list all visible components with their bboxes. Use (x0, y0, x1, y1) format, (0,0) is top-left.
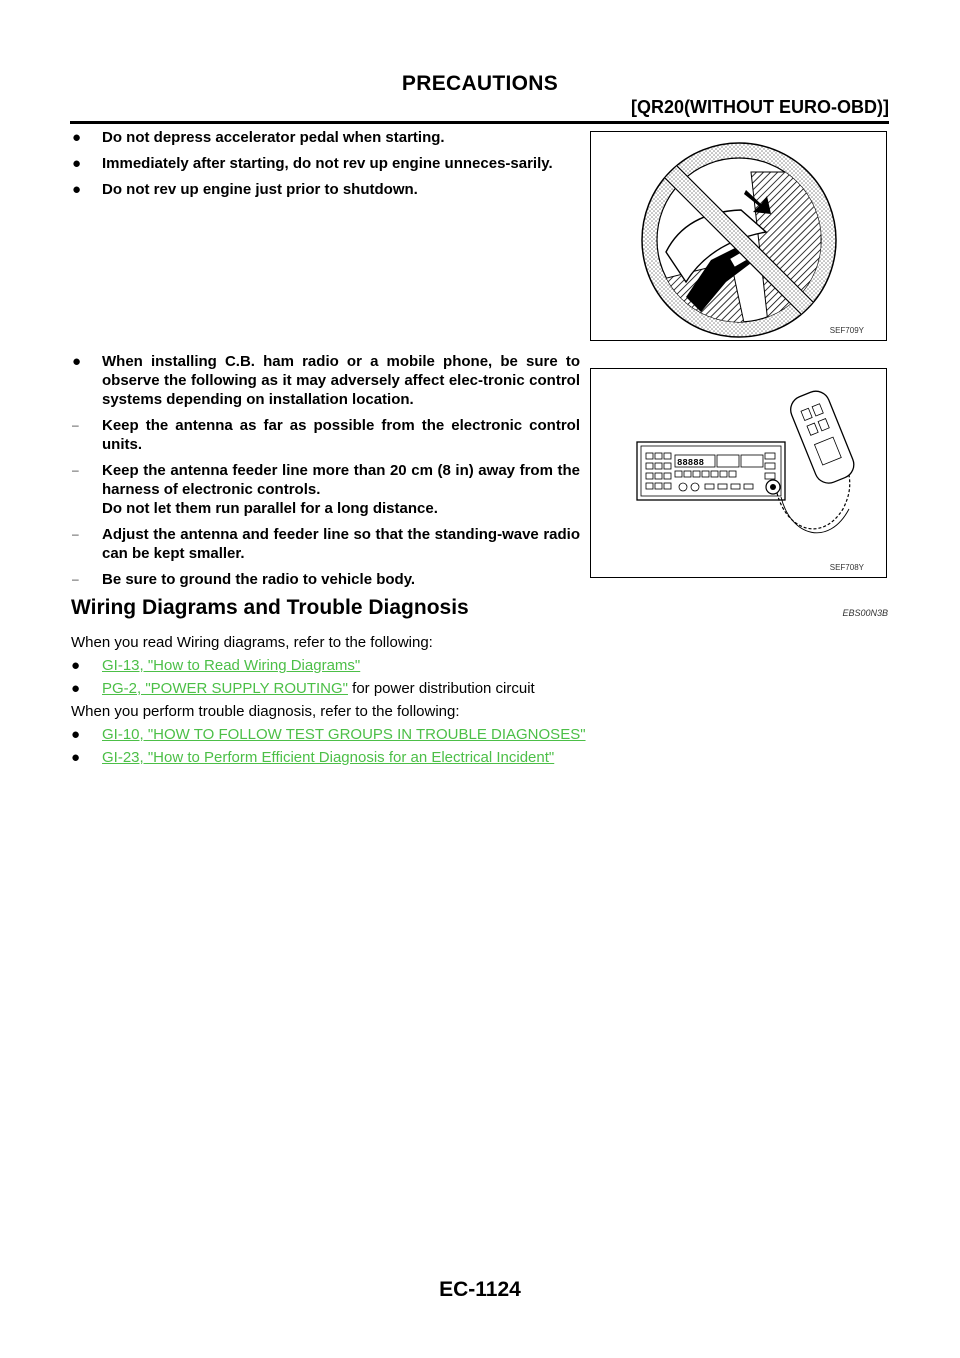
cb-radio-icon (591, 369, 885, 576)
diag-intro-text: When you perform trouble diagnosis, refer to the following: (71, 703, 460, 720)
read-intro-text: When you read Wiring diagrams, refer to the following: (71, 634, 433, 651)
sub-list-item (72, 461, 580, 518)
reference-item (71, 725, 586, 744)
pedal-prohibition-figure (590, 131, 887, 341)
figure-id-label: SEF708Y (829, 563, 864, 572)
page-header-subtitle: [QR20(WITHOUT EURO-OBD)] (631, 97, 889, 117)
list-item-text: When installing C.B. ham radio or a mobile phone, be sure to observe the following as it may adversely affect elec-tronic control systems depending on installation location. (102, 353, 580, 408)
sub-list-item (72, 525, 580, 563)
list-item-text: Keep the antenna as far as possible from the electronic control units. (102, 417, 580, 453)
radio-precautions-list (72, 352, 580, 589)
list-item-text: Do not depress accelerator pedal when starting. (102, 129, 445, 146)
reference-link-pg-2[interactable]: PG-2, "POWER SUPPLY ROUTING" (102, 680, 348, 697)
bullet-marker: ● (72, 181, 82, 198)
list-item-text: Keep the antenna feeder line more than 20 cm (8 in) away from the harness of electronic controls. (102, 462, 580, 498)
list-item-text: Adjust the antenna and feeder line so that the standing-wave radio can be kept smaller. (102, 526, 580, 562)
list-item (72, 154, 580, 173)
section-heading: Wiring Diagrams and Trouble Diagnosis (71, 596, 469, 619)
radio-display-text: 88888 (677, 458, 705, 468)
list-item (72, 352, 580, 409)
dash-marker: – (72, 572, 79, 586)
dash-marker: – (72, 527, 79, 541)
reference-item (71, 679, 535, 698)
bullet-marker: ● (71, 680, 81, 697)
section-code: EBS00N3B (842, 608, 888, 618)
reference-item (71, 748, 554, 767)
sub-list-item (72, 570, 580, 589)
list-item-text: Immediately after starting, do not rev up engine unneces-sarily. (102, 155, 553, 172)
reference-link-gi-13[interactable]: GI-13, "How to Read Wiring Diagrams" (102, 657, 361, 674)
bullet-marker: ● (72, 155, 82, 172)
list-item (72, 180, 580, 199)
list-item-text: Be sure to ground the radio to vehicle body. (102, 571, 416, 588)
bullet-marker: ● (71, 726, 81, 743)
bullet-marker: ● (71, 749, 81, 766)
reference-item (71, 656, 360, 675)
list-item-note: Do not let them run parallel for a long distance. (102, 500, 438, 517)
reference-suffix-text: for power distribution circuit (347, 680, 535, 697)
dash-marker: – (72, 463, 79, 477)
list-item-text: Do not rev up engine just prior to shutdown. (102, 181, 418, 198)
radio-figure (590, 368, 887, 578)
bullet-marker: ● (72, 353, 82, 370)
reference-link-gi-23[interactable]: GI-23, "How to Perform Efficient Diagnosis for an Electrical Incident" (102, 749, 555, 766)
driving-precautions-list (72, 128, 580, 199)
header-divider (70, 121, 889, 124)
no-accelerator-icon (591, 132, 885, 339)
dash-marker: – (72, 418, 79, 432)
sub-list-item (72, 416, 580, 454)
bullet-marker: ● (71, 657, 81, 674)
figure-id-label: SEF709Y (829, 326, 864, 335)
reference-link-gi-10[interactable]: GI-10, "HOW TO FOLLOW TEST GROUPS IN TROUBLE DIAGNOSES" (102, 726, 586, 743)
bullet-marker: ● (72, 129, 82, 146)
list-item (72, 128, 580, 147)
page-header-title: PRECAUTIONS (401, 72, 559, 95)
page-number: EC-1124 (439, 1278, 521, 1301)
